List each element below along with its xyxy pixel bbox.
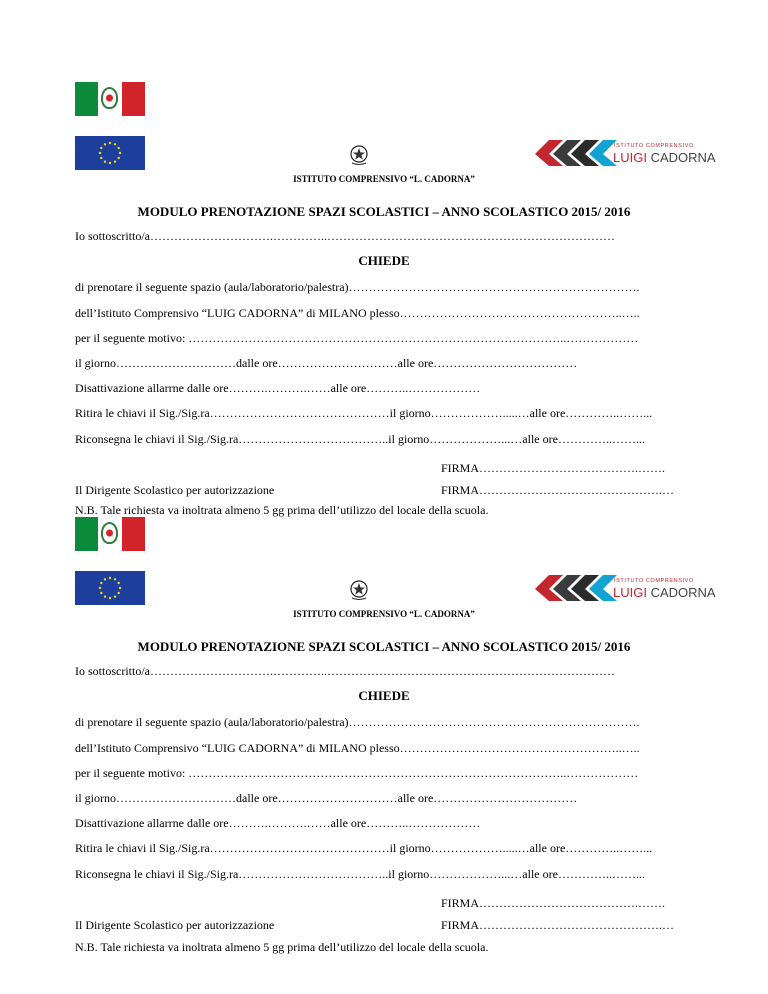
- firma-line: FIRMA………………………………….…….: [441, 461, 666, 475]
- school-logo: [535, 140, 716, 168]
- school-header: ISTITUTO COMPRENSIVO “L. CADORNA”: [293, 609, 475, 619]
- form-title: MODULO PRENOTAZIONE SPAZI SCOLASTICI – ANNO SCOLASTICO 2015/ 2016: [137, 639, 631, 654]
- booking-form: [0, 435, 768, 954]
- allarme-line: Disattivazione allarrne dalle ore……….……….……alle ore………..………………: [75, 381, 481, 395]
- riconsegna-chiavi-line: Riconsegna le chiavi il Sig./Sig.ra………………………………..il giorno………………...…alle ore…………..……...: [75, 867, 645, 881]
- firma-dirigente-line: FIRMA……………………………………….…: [441, 918, 675, 932]
- eu-flag-icon: [75, 571, 145, 605]
- nota-bene: N.B. Tale richiesta va inoltrata almeno 5 gg prima dell’utilizzo del locale della scuola.: [75, 503, 489, 517]
- spazio-line: di prenotare il seguente spazio (aula/laboratorio/palestra)……………………………………………………………….: [75, 280, 640, 294]
- firma-line: FIRMA………………………………….…….: [441, 896, 666, 910]
- logo-word-cadorna: CADORNA: [650, 150, 716, 165]
- plesso-line: dell’Istituto Comprensivo “LUIG CADORNA” di MILANO plesso………………………………………………..…..: [75, 741, 640, 755]
- plesso-line: dell’Istituto Comprensivo “LUIG CADORNA” di MILANO plesso………………………………………………..…..: [75, 306, 640, 320]
- republic-emblem-icon: [349, 144, 369, 166]
- school-header: ISTITUTO COMPRENSIVO “L. CADORNA”: [293, 174, 475, 184]
- logo-subtitle: ISTITUTO COMPRENSIVO: [614, 143, 694, 149]
- spazio-line: di prenotare il seguente spazio (aula/laboratorio/palestra)……………………………………………………………….: [75, 715, 640, 729]
- ritira-chiavi-line: Ritira le chiavi il Sig./Sig.ra………………………………………il giorno……………….....…alle ore…………..……...: [75, 841, 653, 855]
- riconsegna-chiavi-line: Riconsegna le chiavi il Sig./Sig.ra………………………………..il giorno………………...…alle ore…………..……...: [75, 432, 645, 446]
- chiede-heading: CHIEDE: [358, 253, 410, 268]
- school-logo: [535, 575, 716, 603]
- republic-emblem-icon: [349, 579, 369, 601]
- motivo-line: per il seguente motivo: …………………………………………………………………………………..………………: [75, 766, 639, 780]
- eu-flag-icon: [75, 136, 145, 170]
- giorno-line: il giorno…………………………dalle ore…………………………alle ore………………………………: [75, 791, 578, 805]
- italian-flag-icon: [75, 82, 145, 116]
- nota-bene: N.B. Tale richiesta va inoltrata almeno 5 gg prima dell’utilizzo del locale della scuola.: [75, 940, 489, 954]
- allarme-line: Disattivazione allarrne dalle ore……….……….……alle ore………..………………: [75, 816, 481, 830]
- dirigente-label: Il Dirigente Scolastico per autorizzazione: [75, 483, 275, 497]
- ritira-chiavi-line: Ritira le chiavi il Sig./Sig.ra………………………………………il giorno……………….....…alle ore…………..……...: [75, 406, 653, 420]
- logo-subtitle: ISTITUTO COMPRENSIVO: [614, 578, 694, 584]
- chiede-heading: CHIEDE: [358, 688, 410, 703]
- firma-dirigente-line: FIRMA……………………………………….…: [441, 483, 675, 497]
- form-title: MODULO PRENOTAZIONE SPAZI SCOLASTICI – ANNO SCOLASTICO 2015/ 2016: [137, 204, 631, 219]
- dirigente-label: Il Dirigente Scolastico per autorizzazione: [75, 918, 275, 932]
- logo-word-cadorna: CADORNA: [650, 585, 716, 600]
- giorno-line: il giorno…………………………dalle ore…………………………alle ore………………………………: [75, 356, 578, 370]
- sottoscritto-line: Io sottoscritto/a………………………….…………..………………………………………………………………: [75, 664, 615, 678]
- logo-word-luigi: LUIGI: [613, 150, 647, 165]
- logo-word-luigi: LUIGI: [613, 585, 647, 600]
- motivo-line: per il seguente motivo: …………………………………………………………………………………..………………: [75, 331, 639, 345]
- italian-flag-icon: [75, 517, 145, 551]
- sottoscritto-line: Io sottoscritto/a………………………….…………..………………………………………………………………: [75, 229, 615, 243]
